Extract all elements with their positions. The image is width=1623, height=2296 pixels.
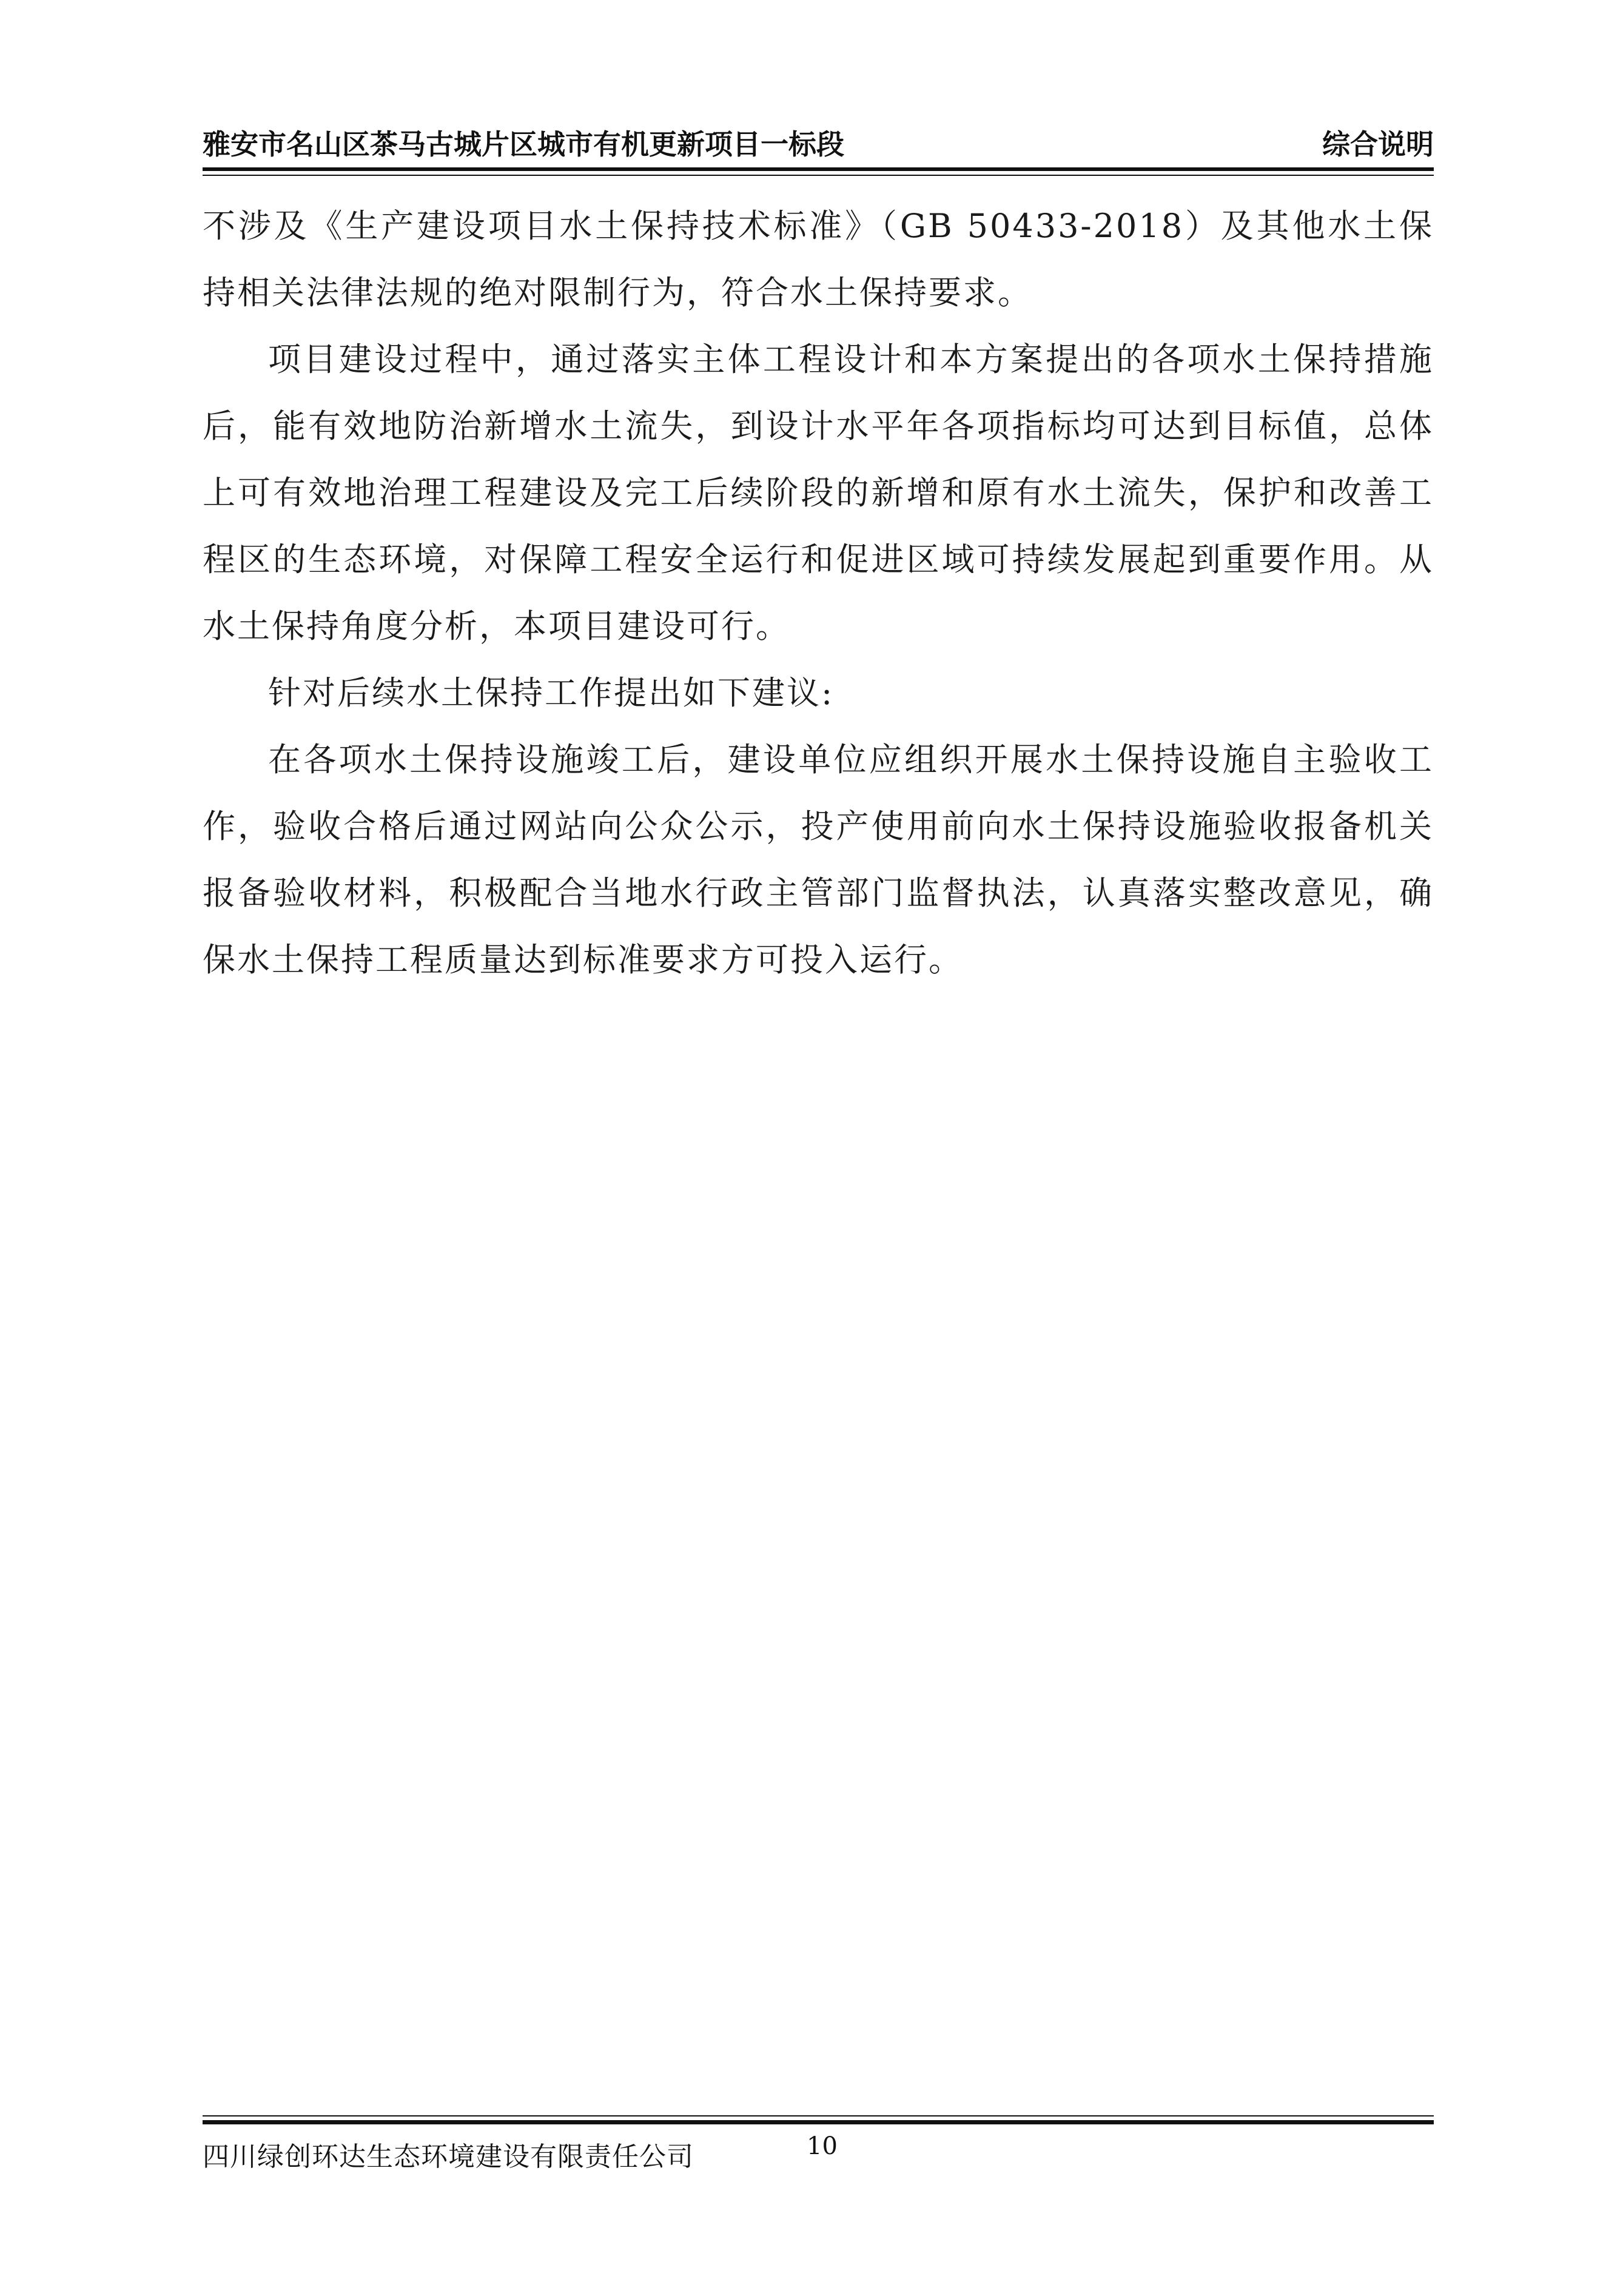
- header-rule-thick: [203, 167, 1434, 171]
- paragraph-suggestion-intro: 针对后续水土保持工作提出如下建议:: [268, 674, 835, 712]
- footer-rule-thick: [203, 2120, 1434, 2124]
- page-header: [203, 108, 1434, 163]
- footer-rule-thin: [203, 2115, 1434, 2116]
- body-text: [203, 193, 1434, 993]
- paragraph-continuation: 不涉及《生产建设项目水土保持技术标准》（GB 50433-2018）及其他水土保持相关法律法规的绝对限制行为，符合水土保持要求。: [203, 207, 1434, 312]
- header-rule-thin: [203, 175, 1434, 176]
- project-title: 雅安市名山区茶马古城片区城市有机更新项目一标段: [203, 128, 844, 161]
- paragraph-conclusion: 项目建设过程中，通过落实主体工程设计和本方案提出的各项水土保持措施后，能有效地防治新增水土流失，到设计水平年各项指标均可达到目标值，总体上可有效地治理工程建设及完工后续阶段的新增和原有水土流失，保护和改善工程区的生态环境，对保障工程安全运行和促进区域可持续发展起到重要作用。从水土保持角度分析，本项目建设可行。: [203, 340, 1434, 645]
- paragraph-suggestion: 在各项水土保持设施竣工后，建设单位应组织开展水土保持设施自主验收工作，验收合格后通过网站向公众公示，投产使用前向水土保持设施验收报备机关报备验收材料，积极配合当地水行政主管部门监督执法，认真落实整改意见，确保水土保持工程质量达到标准要求方可投入运行。: [203, 740, 1434, 979]
- section-title: 综合说明: [1322, 128, 1434, 161]
- company-name: 四川绿创环达生态环境建设有限责任公司: [203, 2141, 694, 2172]
- page-number: 10: [807, 2132, 838, 2160]
